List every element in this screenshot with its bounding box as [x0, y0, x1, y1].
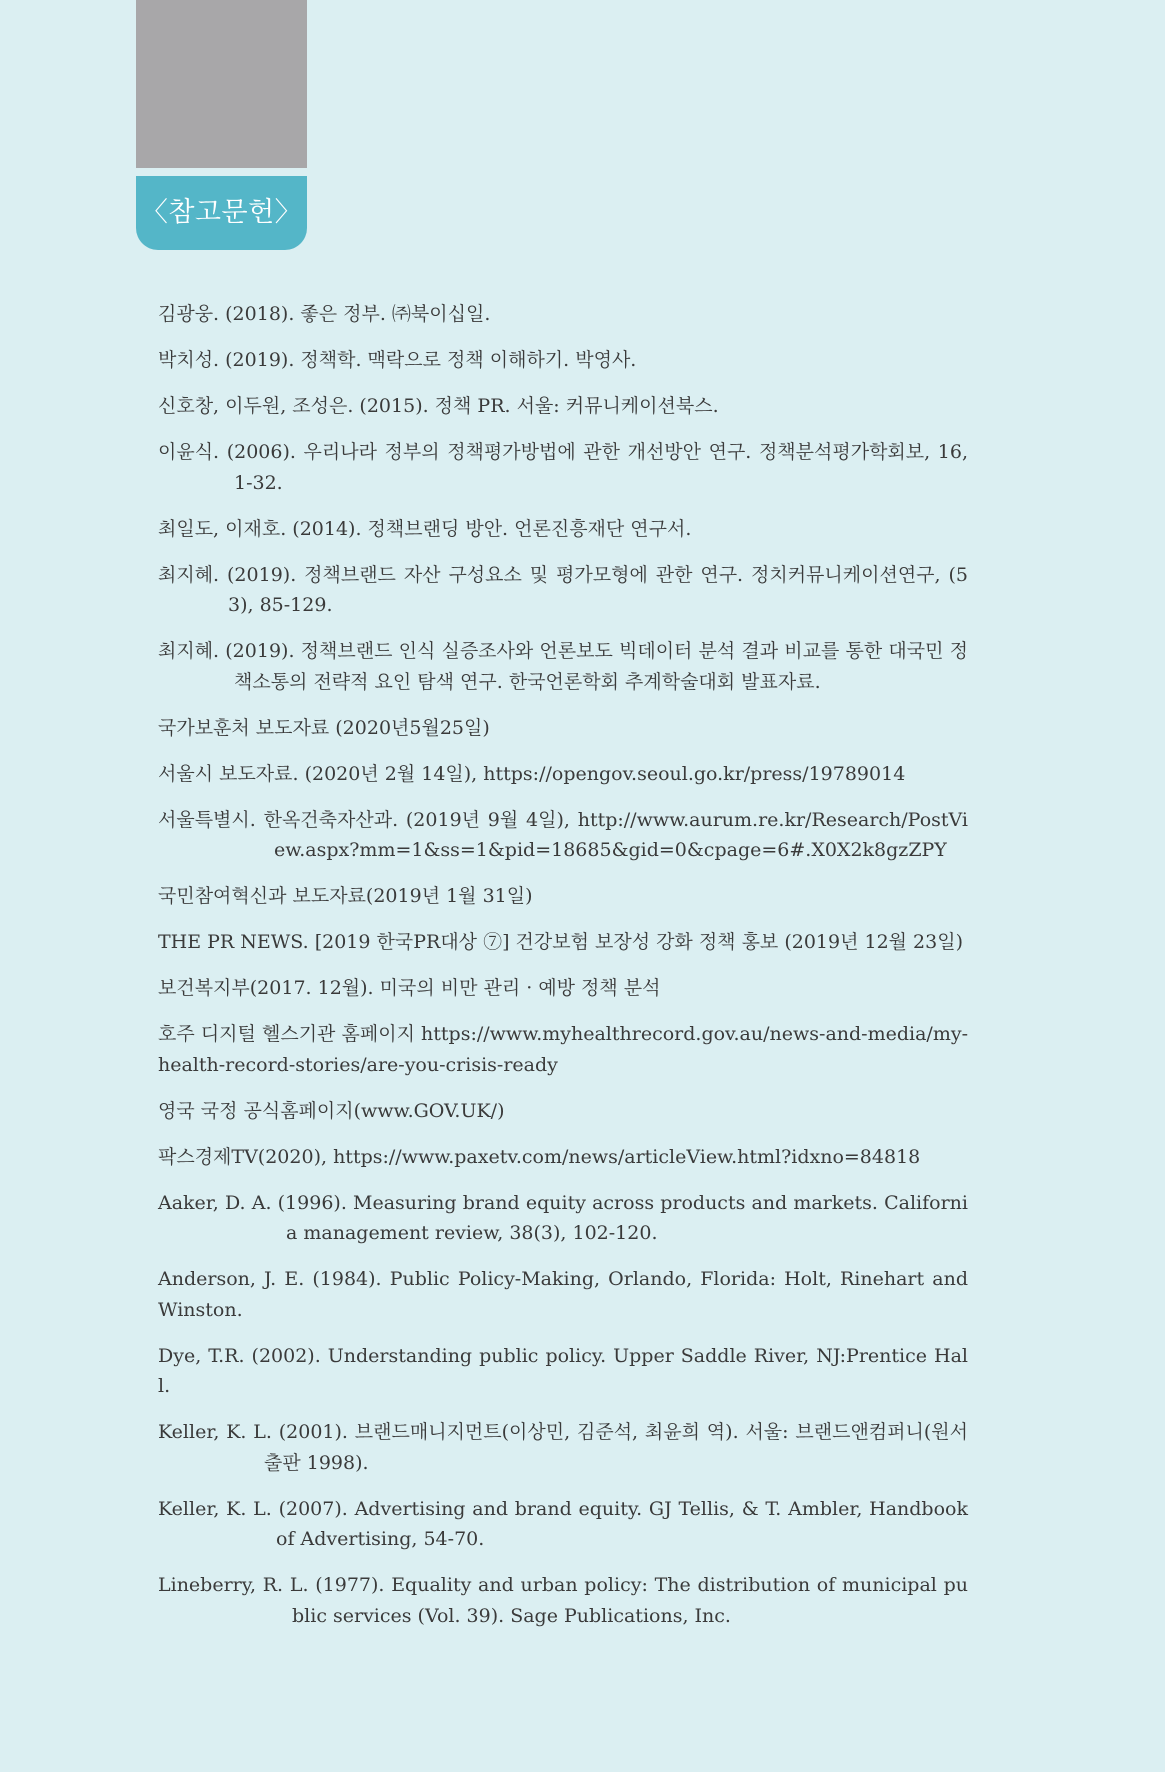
- reference-item: Lineberry, R. L. (1977). Equality and urban policy: The distribution of municipal public services (Vol. 39). Sage Publications, Inc.: [158, 1574, 968, 1627]
- references-heading: 〈참고문헌〉: [136, 176, 307, 250]
- reference-item: 최일도, 이재호. (2014). 정책브랜딩 방안. 언론진흥재단 연구서.: [158, 517, 692, 540]
- reference-item: 영국 국정 공식홈페이지(www.GOV.UK/): [158, 1099, 505, 1122]
- reference-item: 국가보훈처 보도자료 (2020년5월25일): [158, 716, 490, 739]
- reference-item: 최지혜. (2019). 정책브랜드 자산 구성요소 및 평가모형에 관한 연구. 정치커뮤니케이션연구, (53), 85-129.: [158, 563, 968, 616]
- reference-item: 최지혜. (2019). 정책브랜드 인식 실증조사와 언론보도 빅데이터 분석 결과 비교를 통한 대국민 정책소통의 전략적 요인 탐색 연구. 한국언론학회 추계학술대회 발표자료.: [158, 640, 968, 693]
- reference-item: 박치성. (2019). 정책학. 맥락으로 정책 이해하기. 박영사.: [158, 349, 637, 371]
- reference-item: Aaker, D. A. (1996). Measuring brand equity across products and markets. California management review, 38(3), 102-120.: [158, 1191, 968, 1244]
- reference-item: 신호창, 이두원, 조성은. (2015). 정책 PR. 서울: 커뮤니케이션북스.: [158, 395, 719, 417]
- reference-item: Keller, K. L. (2007). Advertising and brand equity. GJ Tellis, & T. Ambler, Handbook of Advertising, 54-70.: [158, 1497, 968, 1550]
- reference-item: 보건복지부(2017. 12월). 미국의 비만 관리 · 예방 정책 분석: [158, 977, 661, 999]
- reference-item: 팍스경제TV(2020), https://www.paxetv.com/news/articleView.html?idxno=84818: [158, 1145, 921, 1168]
- reference-item: THE PR NEWS. [2019 한국PR대상 ⑦] 건강보험 보장성 강화 정책 홍보 (2019년 12월 23일): [158, 931, 963, 953]
- reference-item: Dye, T.R. (2002). Understanding public policy. Upper Saddle River, NJ:Prentice Hall.: [158, 1344, 968, 1397]
- reference-item: 이윤식. (2006). 우리나라 정부의 정책평가방법에 관한 개선방안 연구. 정책분석평가학회보, 16, 1-32.: [158, 441, 968, 494]
- reference-item: 국민참여혁신과 보도자료(2019년 1월 31일): [158, 885, 533, 907]
- decorative-gray-block: [136, 0, 307, 168]
- reference-item: 김광웅. (2018). 좋은 정부. ㈜북이십일.: [158, 303, 491, 325]
- reference-item: Anderson, J. E. (1984). Public Policy-Making, Orlando, Florida: Holt, Rinehart and Winston.: [158, 1268, 968, 1321]
- reference-item: 서울특별시. 한옥건축자산과. (2019년 9월 4일), http://www.aurum.re.kr/Research/PostView.aspx?mm=1&ss=1&pid=18685&gid=0&cpage=6#.X0X2k8gzZPY: [158, 808, 968, 861]
- reference-item: 서울시 보도자료. (2020년 2월 14일), https://opengov.seoul.go.kr/press/19789014: [158, 762, 906, 785]
- reference-item: Keller, K. L. (2001). 브랜드매니지먼트(이상민, 김준석, 최윤희 역). 서울: 브랜드앤컴퍼니(원서 출판 1998).: [158, 1421, 968, 1474]
- reference-item: 호주 디지털 헬스기관 홈페이지 https://www.myhealthrecord.gov.au/news-and-media/my-health-record-stories/are-you-crisis-ready: [158, 1023, 968, 1076]
- reference-list: [158, 299, 968, 1647]
